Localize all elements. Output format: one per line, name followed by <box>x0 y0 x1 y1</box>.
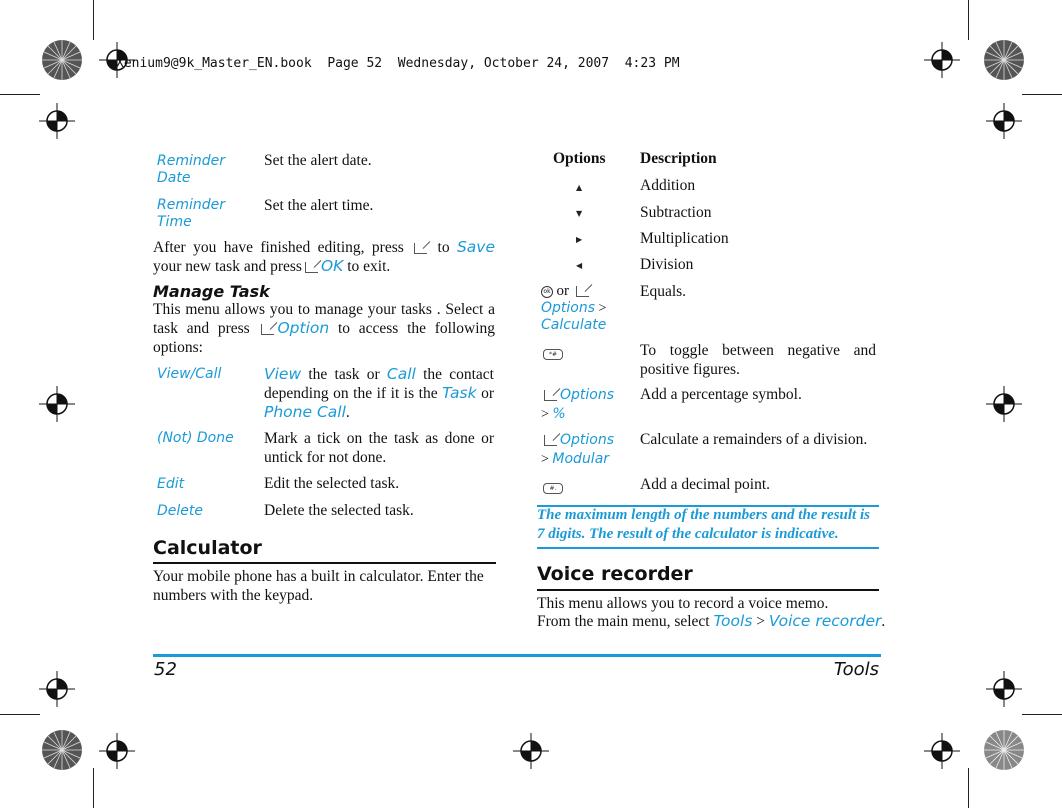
softkey-icon <box>544 390 557 401</box>
desc-percent: Add a percentage symbol. <box>640 386 802 403</box>
desc-equals: Equals. <box>640 283 687 300</box>
crop-mark <box>0 94 40 95</box>
star-hash-key-icon: *# <box>543 349 563 360</box>
desc-addition: Addition <box>640 177 696 194</box>
right-arrow-icon: ▶ <box>576 235 583 244</box>
crop-mark <box>93 0 94 40</box>
calculator-text: Your mobile phone has a built in calculator. Enter the numbers with the keypad. <box>153 568 484 604</box>
crop-mark <box>1022 94 1062 95</box>
desc-edit: Edit the selected task. <box>264 475 400 492</box>
percent-option: Options > % <box>541 387 615 422</box>
registration-mark-icon <box>986 671 1022 707</box>
registration-mark-icon <box>924 733 960 769</box>
rosette-target-icon <box>982 38 1026 82</box>
equals-option: ok or Options > Calculate <box>541 283 607 333</box>
decimal-option <box>543 479 563 497</box>
section-title: Tools <box>833 659 879 680</box>
softkey-icon <box>544 435 557 446</box>
note-bottom-rule <box>537 547 879 549</box>
term-reminder-date: Reminder Date <box>157 153 225 186</box>
voice-recorder-line1: This menu allows you to record a voice memo. <box>537 595 829 612</box>
voice-recorder-line2: From the main menu, select Tools > Voice recorder. <box>537 612 886 630</box>
desc-modular: Calculate a remainders of a division. <box>640 431 868 448</box>
softkey-icon <box>261 324 274 335</box>
desc-not-done: Mark a tick on the task as done or untick for not done. <box>264 430 494 466</box>
term-reminder-time: Reminder Time <box>157 197 225 230</box>
rosette-target-icon <box>982 728 1026 772</box>
save-label: Save <box>456 238 496 256</box>
crop-mark <box>968 768 969 808</box>
page-number: 52 <box>154 659 177 680</box>
crop-mark <box>0 714 40 715</box>
softkey-icon <box>576 286 589 297</box>
desc-division: Division <box>640 256 694 273</box>
registration-mark-icon <box>986 386 1022 422</box>
options-column-header: Options <box>553 150 606 167</box>
softkey-icon <box>414 243 427 254</box>
manage-task-heading: Manage Task <box>153 282 270 301</box>
term-not-done: (Not) Done <box>157 430 234 446</box>
crop-mark <box>1022 714 1062 715</box>
desc-view-call: View the task or Call the contact depending on the if it is the Task or Phone Call. <box>264 365 495 421</box>
modular-option: Options > Modular <box>541 432 615 467</box>
description-column-header: Description <box>640 150 717 167</box>
after-edit-paragraph: After you have finished editing, press to Save your new task and press OK to exit. <box>153 238 496 275</box>
desc-reminder-time: Set the alert time. <box>264 197 374 214</box>
hash-key-icon: #. <box>543 483 563 494</box>
registration-mark-icon <box>513 733 549 769</box>
desc-toggle: To toggle between negative and positive figures. <box>640 342 876 378</box>
term-view-call: View/Call <box>157 366 222 382</box>
voice-recorder-heading: Voice recorder <box>537 563 693 585</box>
voice-recorder-link: Voice recorder <box>768 612 882 630</box>
registration-mark-icon <box>39 671 75 707</box>
registration-mark-icon <box>39 386 75 422</box>
ok-key-icon: ok <box>541 286 553 298</box>
crop-mark <box>93 768 94 808</box>
desc-decimal: Add a decimal point. <box>640 476 770 493</box>
calculator-rule <box>153 562 496 564</box>
calculator-note: The maximum length of the numbers and the result is 7 digits. The result of the calculator is indicative. <box>537 507 870 542</box>
toggle-option <box>543 345 563 363</box>
rosette-target-icon <box>40 728 84 772</box>
softkey-icon <box>305 262 318 273</box>
term-edit: Edit <box>157 476 185 492</box>
down-arrow-icon: ▼ <box>576 209 583 218</box>
term-delete: Delete <box>157 503 203 519</box>
left-arrow-icon: ◀ <box>576 261 583 270</box>
calculator-heading: Calculator <box>153 537 262 559</box>
desc-reminder-date: Set the alert date. <box>264 152 372 169</box>
registration-mark-icon <box>986 103 1022 139</box>
rosette-target-icon <box>40 38 84 82</box>
voice-recorder-rule <box>537 589 879 591</box>
footer-rule <box>153 654 881 657</box>
registration-mark-icon <box>99 733 135 769</box>
desc-multiplication: Multiplication <box>640 230 729 247</box>
desc-delete: Delete the selected task. <box>264 502 414 519</box>
registration-mark-icon <box>39 103 75 139</box>
registration-mark-icon <box>924 42 960 78</box>
print-header: Xenium9@9k_Master_EN.book Page 52 Wednesday, October 24, 2007 4:23 PM <box>116 56 680 71</box>
manage-task-intro: This menu allows you to manage your tasks . Select a task and press Option to access the following options: <box>153 301 496 356</box>
tools-link: Tools <box>713 612 753 630</box>
option-label: Option <box>277 319 330 337</box>
desc-subtraction: Subtraction <box>640 204 712 221</box>
ok-label: OK <box>320 257 344 275</box>
up-arrow-icon: ▲ <box>576 183 583 192</box>
crop-mark <box>968 0 969 40</box>
